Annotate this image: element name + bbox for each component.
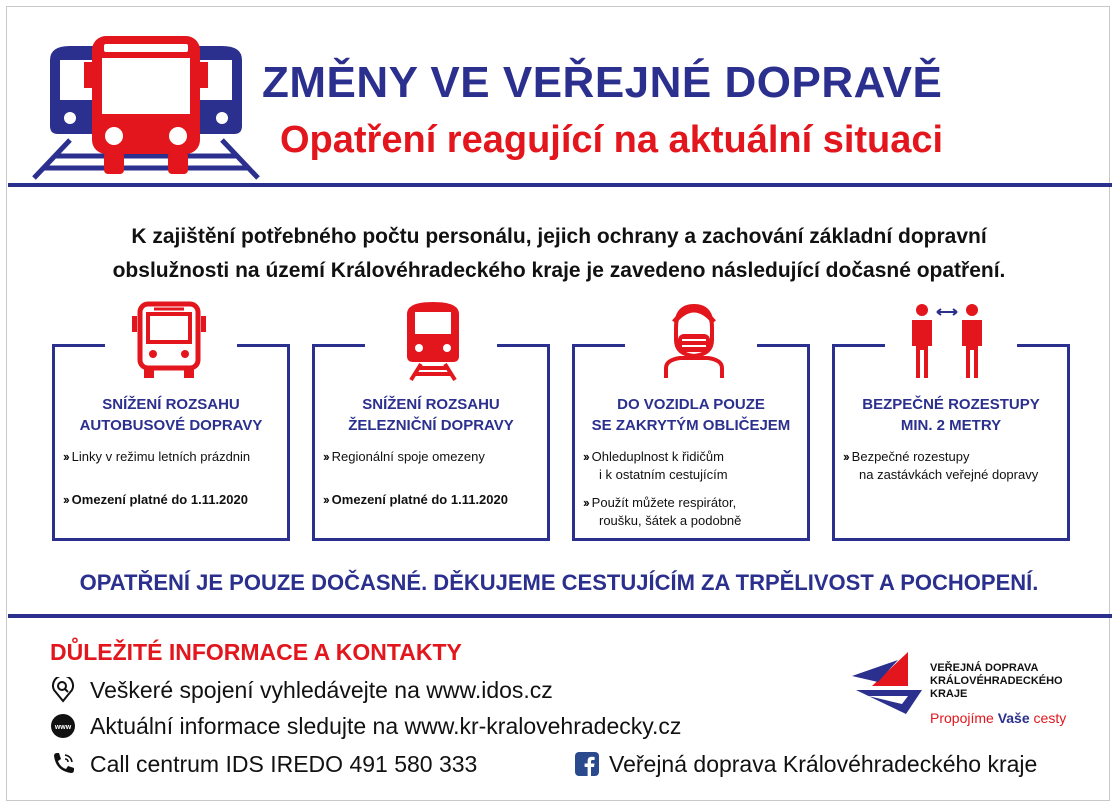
measure-item: ›› Bezpečné rozestupy — [843, 449, 970, 464]
measure-heading: SNÍŽENÍ ROZSAHU AUTOBUSOVÉ DOPRAVY — [79, 396, 263, 434]
search-location-icon — [50, 677, 76, 703]
svg-text:www: www — [54, 724, 72, 731]
contact-row-idos — [50, 677, 553, 704]
facebook-icon — [575, 752, 599, 776]
divider-bottom — [8, 614, 1112, 618]
divider-top — [8, 183, 1112, 187]
page-title: ZMĚNY VE VEŘEJNÉ DOPRAVĚ — [262, 58, 943, 107]
measure-item: ›› Omezení platné do 1.11.2020 — [63, 492, 248, 507]
measure-item: na zastávkách veřejné dopravy — [859, 467, 1039, 482]
intro-line-1: K zajištění potřebného počtu personálu, jejich ochrany a zachování základní dopravní — [131, 225, 987, 248]
facebook-row — [575, 751, 1037, 778]
contact-link-web[interactable]: Aktuální informace sledujte na www.kr-kralovehradecky.cz — [90, 713, 682, 739]
contacts-heading: DŮLEŽITÉ INFORMACE A KONTAKTY — [50, 639, 462, 665]
closing-message: OPATŘENÍ JE POUZE DOČASNÉ. DĚKUJEME CESTUJÍCÍM ZA TRPĚLIVOST A POCHOPENÍ. — [79, 570, 1039, 595]
measure-card-train — [312, 344, 550, 541]
brand-tagline: Propojíme Vaše cesty — [930, 710, 1067, 726]
contact-row-phone — [50, 751, 477, 778]
contact-row-web — [50, 713, 681, 740]
measure-item: i k ostatním cestujícím — [599, 467, 728, 482]
measure-card-bus — [52, 344, 290, 541]
measure-item: ›› Ohleduplnost k řidičům — [583, 449, 724, 464]
page-subtitle: Opatření reagující na aktuální situaci — [280, 119, 944, 161]
brand-name: VEŘEJNÁ DOPRAVA KRÁLOVÉHRADECKÉHO KRAJE — [930, 662, 1063, 700]
facebook-link[interactable]: Veřejná doprava Královéhradeckého kraje — [609, 751, 1038, 777]
phone-icon — [50, 751, 76, 777]
measure-heading: BEZPEČNÉ ROZESTUPY MIN. 2 METRY — [862, 396, 1040, 434]
measure-item: ›› Regionální spoje omezeny — [323, 449, 485, 464]
measure-item: ›› Použít můžete respirátor, — [583, 495, 737, 510]
bus-train-icon — [30, 32, 262, 184]
ids-logo-icon — [848, 650, 928, 716]
measure-card-mask — [572, 344, 810, 541]
measure-heading: DO VOZIDLA POUZE SE ZAKRYTÝM OBLIČEJEM — [591, 396, 791, 434]
measure-card-distance — [832, 344, 1070, 541]
measure-item: ›› Omezení platné do 1.11.2020 — [323, 492, 508, 507]
contact-phone[interactable]: Call centrum IDS IREDO 491 580 333 — [90, 751, 478, 777]
www-globe-icon — [50, 713, 76, 739]
intro-line-2: obslužnosti na území Královéhradeckého kraje je zavedeno následující dočasné opatření. — [112, 259, 1006, 282]
measure-item: ›› Linky v režimu letních prázdnin — [63, 449, 251, 464]
contact-link-idos[interactable]: Veškeré spojení vyhledávejte na www.idos.cz — [90, 677, 553, 703]
measure-heading: SNÍŽENÍ ROZSAHU ŽELEZNIČNÍ DOPRAVY — [348, 396, 514, 434]
measure-item: roušku, šátek a podobně — [599, 513, 742, 528]
